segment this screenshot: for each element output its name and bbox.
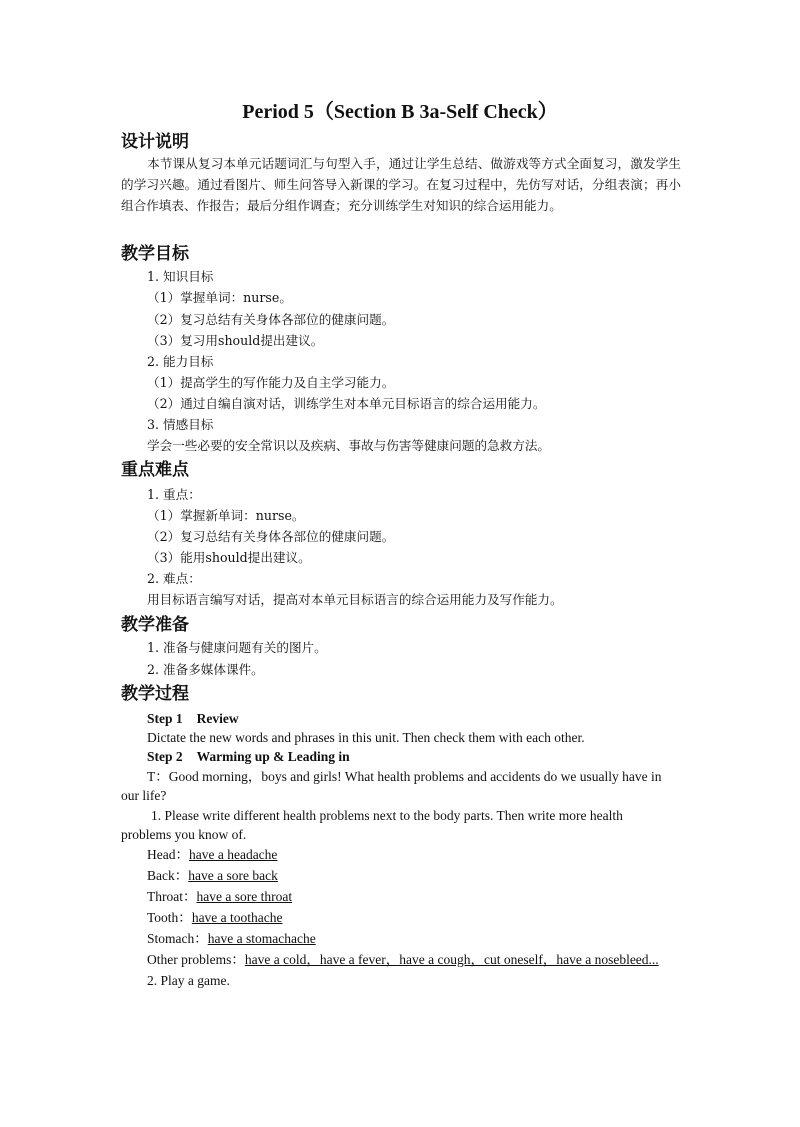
item-answer: have a toothache <box>191 910 283 925</box>
difficulty-text: 用目标语言编写对话，提高对本单元目标语言的综合运用能力及写作能力。 <box>147 592 563 607</box>
item-label: Other problems： <box>147 952 245 967</box>
item-back <box>147 866 278 886</box>
task1-line-2: problems you know of. <box>121 827 247 842</box>
difficulty-title: 2. 难点： <box>147 571 201 586</box>
heading-goals: 教学目标 <box>121 244 189 264</box>
goal-emotion-title: 3. 情感目标 <box>147 417 214 432</box>
goal-ability-title: 2. 能力目标 <box>147 354 214 369</box>
design-paragraph <box>121 153 681 216</box>
key-point-2: （2）复习总结有关身体各部位的健康问题。 <box>147 529 395 544</box>
step1-heading <box>147 709 239 729</box>
item-label: Stomach： <box>147 931 208 946</box>
goal-knowledge-1: （1）掌握单词：nurse。 <box>147 290 292 305</box>
page-title: Period 5（Section B 3a-Self Check） <box>242 101 558 123</box>
task1-line-1: 1. Please write different health problems next to the body parts. Then write more health <box>151 808 623 823</box>
prep-item-1: 1. 准备与健康问题有关的图片。 <box>147 640 327 655</box>
goal-knowledge-3: （3）复习用should提出建议。 <box>147 333 324 348</box>
item-answer: have a sore throat <box>196 889 293 904</box>
teacher-line-1: T：Good morning，boys and girls! What health problems and accidents do we usually have in <box>147 769 662 784</box>
item-answer: have a stomachache <box>207 931 316 946</box>
heading-key-points: 重点难点 <box>121 460 189 480</box>
step1-text: Dictate the new words and phrases in this unit. Then check them with each other. <box>147 730 585 745</box>
step2-name: Warming up & Leading in <box>196 749 350 764</box>
item-answer: have a cold，have a fever，have a cough，cut oneself，have a nosebleed... <box>244 952 659 967</box>
teacher-line-2: our life? <box>121 788 167 803</box>
key-point-3: （3）能用should提出建议。 <box>147 550 311 565</box>
key-title: 1. 重点： <box>147 487 201 502</box>
goal-ability-2: （2）通过自编自演对话，训练学生对本单元目标语言的综合运用能力。 <box>147 396 546 411</box>
step2-number: Step 2 <box>147 749 183 764</box>
item-label: Throat： <box>147 889 197 904</box>
item-stomach <box>147 929 316 949</box>
goal-knowledge-2: （2）复习总结有关身体各部位的健康问题。 <box>147 312 395 327</box>
step1-number: Step 1 <box>147 711 183 726</box>
task2-line: 2. Play a game. <box>147 973 230 988</box>
step2-heading <box>147 747 350 767</box>
item-label: Tooth： <box>147 910 192 925</box>
item-other <box>147 950 659 970</box>
heading-preparation: 教学准备 <box>121 615 189 635</box>
heading-process: 教学过程 <box>121 684 189 704</box>
key-point-1: （1）掌握新单词：nurse。 <box>147 508 305 523</box>
item-label: Head： <box>147 847 189 862</box>
item-answer: have a headache <box>188 847 278 862</box>
item-label: Back： <box>147 868 189 883</box>
prep-item-2: 2. 准备多媒体课件。 <box>147 662 264 677</box>
heading-design: 设计说明 <box>121 132 189 152</box>
item-head <box>147 845 277 865</box>
design-text: 本节课从复习本单元话题词汇与句型入手，通过让学生总结、做游戏等方式全面复习，激发学生的学习兴趣。通过看图片、师生问答导入新课的学习。在复习过程中，先仿写对话，分组表演；再小组合作填表、作报告；最后分组作调查；充分训练学生对知识的综合运用能力。 <box>121 156 681 213</box>
goal-emotion-text: 学会一些必要的安全常识以及疾病、事故与伤害等健康问题的急救方法。 <box>147 438 550 453</box>
step1-name: Review <box>196 711 239 726</box>
item-answer: have a sore back <box>188 868 278 883</box>
item-tooth <box>147 908 283 928</box>
goal-ability-1: （1）提高学生的写作能力及自主学习能力。 <box>147 375 395 390</box>
item-throat <box>147 887 292 907</box>
goal-knowledge-title: 1. 知识目标 <box>147 269 214 284</box>
